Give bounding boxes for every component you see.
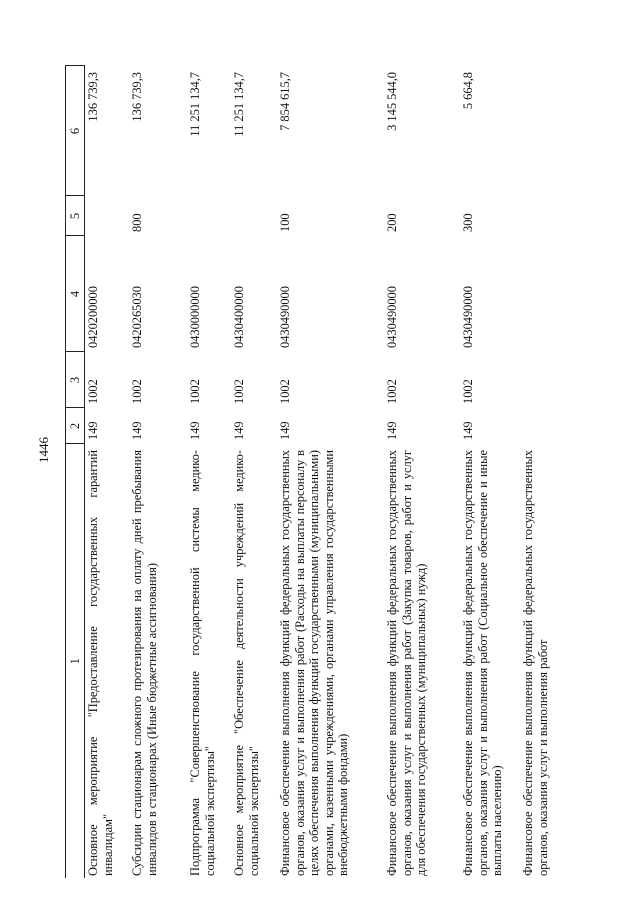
- col-header-6: 6: [66, 66, 85, 196]
- row-target-code: 0420200000: [86, 286, 100, 348]
- table-row: [385, 66, 461, 878]
- row-target-code: [521, 236, 561, 352]
- row-name: Финансовое обеспечение выполнения функций федеральных государственных органов, оказания услуг и выполнения работ (Закупка товаров, работ и услуг для обеспечения государственных (муниципальных) нужд): [385, 450, 428, 876]
- row-amount: 11 251 134,7: [232, 72, 246, 137]
- page-number: 1446: [36, 437, 51, 463]
- row-target-code: 0430400000: [232, 286, 246, 348]
- row-section-code: 1002: [385, 379, 399, 404]
- row-section-code: 1002: [130, 379, 144, 404]
- row-amount: 3 145 544,0: [385, 72, 399, 131]
- row-amount: 7 854 615,7: [278, 72, 292, 131]
- row-name: Финансовое обеспечение выполнения функций федеральных государственных органов, оказания услуг и выполнения работ: [521, 450, 550, 876]
- table-header-row: [66, 66, 85, 878]
- row-target-code: 0430490000: [385, 286, 399, 348]
- row-expense-type: [188, 196, 232, 236]
- table-row: [521, 66, 561, 878]
- row-ministry-code: 149: [278, 421, 292, 440]
- col-header-1: 1: [66, 444, 85, 878]
- row-ministry-code: 149: [461, 421, 475, 440]
- row-expense-type: 200: [385, 213, 399, 232]
- row-section-code: 1002: [461, 379, 475, 404]
- table-row: [188, 66, 232, 878]
- row-section-code: 1002: [188, 379, 202, 404]
- row-name: Финансовое обеспечение выполнения функций федеральных государственных органов, оказания услуг и выполнения работ (Социальное обеспечение и иные выплаты населению): [461, 450, 504, 876]
- row-ministry-code: 149: [86, 421, 100, 440]
- rotated-page-content: [65, 38, 585, 878]
- row-amount: [521, 66, 561, 196]
- row-expense-type: [85, 196, 131, 236]
- row-target-code: 0430490000: [278, 286, 292, 348]
- row-ministry-code: 149: [188, 421, 202, 440]
- row-section-code: [521, 352, 561, 408]
- row-expense-type: [521, 196, 561, 236]
- row-amount: 136 739,3: [130, 72, 144, 122]
- table-row: [232, 66, 278, 878]
- page-number-wrap: [34, 436, 54, 466]
- row-expense-type: [232, 196, 278, 236]
- row-ministry-code: 149: [232, 421, 246, 440]
- row-name: Основное мероприятие "Предоставление государственных гарантий инвалидам": [86, 450, 115, 876]
- table-row: [85, 66, 131, 878]
- row-name: Финансовое обеспечение выполнения функций федеральных государственных органов, оказания услуг и выполнения работ (Расходы на выплаты персоналу в целях обеспечения выполнения функций государственными (муниципальными) органами, казенными учреждениями, органами управления государственными внебюджетными фондами): [278, 450, 350, 876]
- row-section-code: 1002: [232, 379, 246, 404]
- row-ministry-code: 149: [385, 421, 399, 440]
- col-header-5: 5: [66, 196, 85, 236]
- row-amount: 11 251 134,7: [188, 72, 202, 137]
- row-target-code: 0430000000: [188, 286, 202, 348]
- row-amount: 5 664,8: [461, 72, 475, 110]
- row-amount: 136 739,3: [86, 72, 100, 122]
- row-section-code: 1002: [278, 379, 292, 404]
- row-section-code: 1002: [86, 379, 100, 404]
- table-row: [461, 66, 521, 878]
- row-name: Субсидии стационарам сложного протезирования на оплату дней пребывания инвалидов в стационарах (Иные бюджетные ассигнования): [130, 450, 159, 876]
- row-name: Основное мероприятие "Обеспечение деятельности учреждений медико-социальной экспертизы": [232, 450, 261, 876]
- table-row: [130, 66, 188, 878]
- row-target-code: 0430490000: [461, 286, 475, 348]
- row-target-code: 0420265030: [130, 286, 144, 348]
- row-expense-type: 100: [278, 213, 292, 232]
- row-name: Подпрограмма "Совершенствование государственной системы медико-социальной экспертизы": [188, 450, 217, 876]
- row-ministry-code: 149: [130, 421, 144, 440]
- row-expense-type: 300: [461, 213, 475, 232]
- budget-table: [65, 66, 561, 879]
- table-row: [278, 66, 385, 878]
- row-expense-type: 800: [130, 213, 144, 232]
- col-header-4: 4: [66, 236, 85, 352]
- col-header-3: 3: [66, 352, 85, 408]
- row-ministry-code: [521, 408, 561, 444]
- col-header-2: 2: [66, 408, 85, 444]
